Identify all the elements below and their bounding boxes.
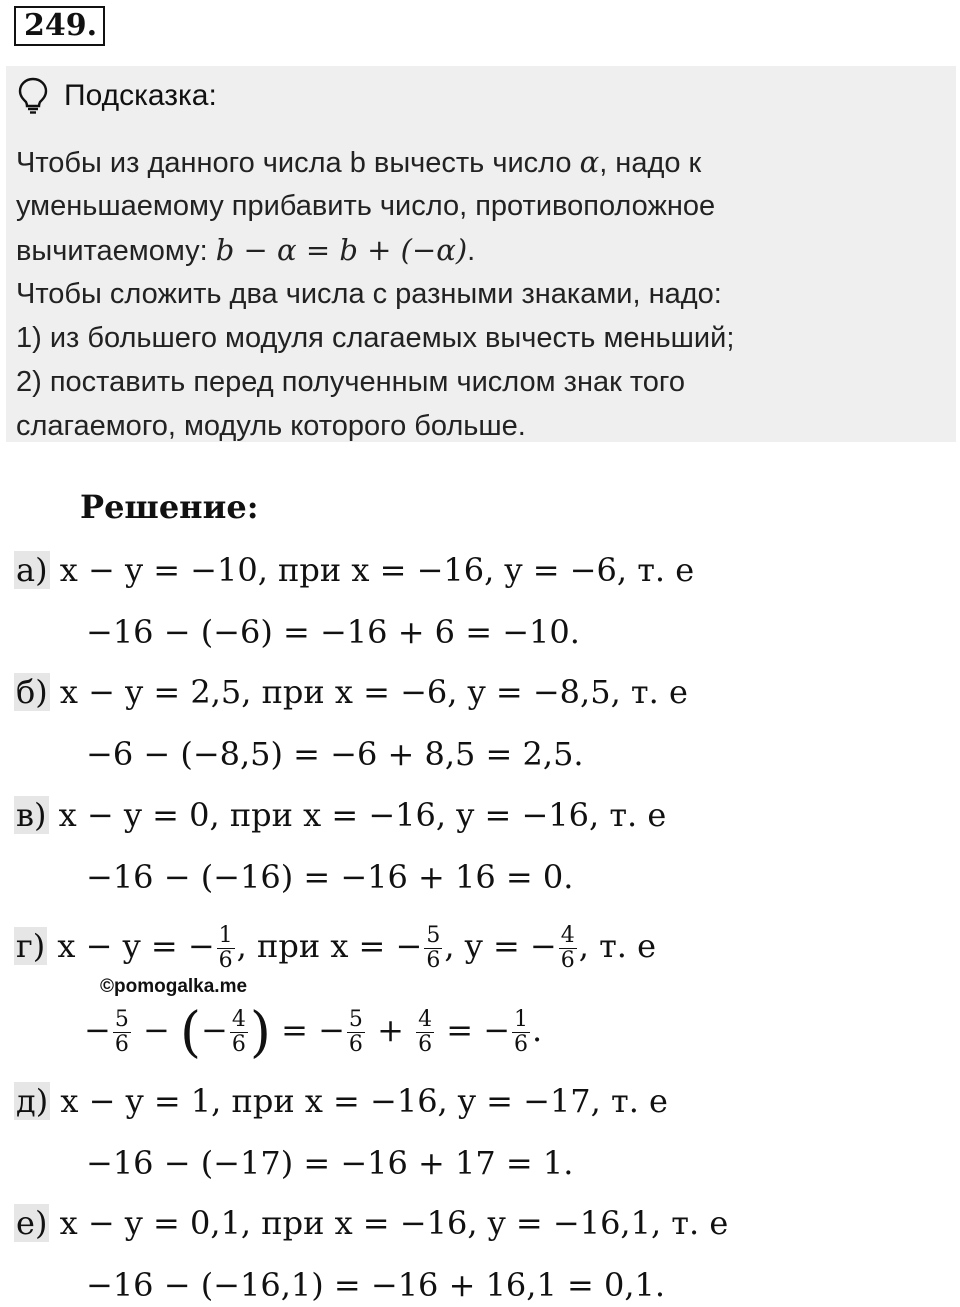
- solution-item-v: [14, 793, 666, 837]
- computation-a: −16 − (−6) = −16 + 6 = −10.: [86, 613, 580, 651]
- hint-line: уменьшаемому прибавить число, противоположное: [16, 190, 716, 222]
- hint-box: [6, 66, 956, 442]
- hint-title: Подсказка:: [64, 79, 217, 112]
- equation: x − y = 1, при x = −16, y = −17, т. е: [50, 1082, 668, 1120]
- lightbulb-icon: [18, 77, 48, 115]
- computation-g: − $\frac{5}{6}$ − (− $\frac{4}{6}$ ) = − $\frac{5}{6}$ + $\frac{4}{6}$ = − $\frac{1}{6}$ .: [84, 1000, 543, 1064]
- solution-item-b: [14, 670, 688, 714]
- fraction: $\frac{1}{6}$: [514, 1007, 529, 1057]
- hint-line: вычитаемому: b − α = b + (−α).: [16, 233, 476, 267]
- task-number: 249.: [14, 6, 105, 46]
- equation: x − y = 0, при x = −16, y = −16, т. е: [48, 796, 667, 834]
- hint-line: слагаемого, модуль которого больше.: [16, 410, 526, 442]
- equation: x − y = 2,5, при x = −6, y = −8,5, т. е: [49, 673, 688, 711]
- fraction: $\frac{4}{6}$: [560, 923, 575, 973]
- fraction: $\frac{4}{6}$: [418, 1007, 433, 1057]
- fraction: $\frac{5}{6}$: [426, 923, 441, 973]
- item-label: б): [16, 673, 48, 711]
- solution-item-a: [14, 548, 694, 592]
- solution-item-d: [14, 1079, 668, 1123]
- item-label: д): [16, 1082, 49, 1120]
- hint-line: 1) из большего модуля слагаемых вычесть меньший;: [16, 322, 735, 354]
- hint-line: 2) поставить перед полученным числом знак того: [16, 366, 685, 398]
- item-label: г): [16, 927, 46, 965]
- hint-line: Чтобы сложить два числа с разными знаками, надо:: [16, 278, 722, 310]
- item-label: а): [16, 551, 48, 589]
- computation-d: −16 − (−17) = −16 + 17 = 1.: [86, 1144, 574, 1182]
- equation: x − y = −10, при x = −16, y = −6, т. е: [49, 551, 695, 589]
- hint-text: [16, 140, 946, 448]
- fraction: $\frac{1}{6}$: [218, 923, 233, 973]
- solution-item-e: [14, 1201, 728, 1245]
- equation: x − y = 0,1, при x = −16, y = −16,1, т. е: [49, 1204, 729, 1242]
- hint-header: [18, 76, 217, 116]
- computation-b: −6 − (−8,5) = −6 + 8,5 = 2,5.: [86, 735, 584, 773]
- fraction: $\frac{5}{6}$: [348, 1007, 363, 1057]
- fraction: $\frac{4}{6}$: [231, 1007, 246, 1057]
- watermark: ©pomogalka.me: [100, 976, 248, 997]
- item-label: в): [16, 796, 47, 834]
- solution-item-g: г) x − y = − $\frac{1}{6}$ , при x = − $\frac{5}{6}$ , y = − $\frac{4}{6}$ , т. е: [16, 923, 657, 973]
- computation-v: −16 − (−16) = −16 + 16 = 0.: [86, 858, 574, 896]
- fraction: $\frac{5}{6}$: [114, 1007, 129, 1057]
- computation-e: −16 − (−16,1) = −16 + 16,1 = 0,1.: [86, 1266, 666, 1304]
- solution-title: Решение:: [80, 488, 259, 526]
- hint-line: Чтобы из данного числа b вычесть число α, надо к: [16, 145, 702, 179]
- item-label: е): [16, 1204, 48, 1242]
